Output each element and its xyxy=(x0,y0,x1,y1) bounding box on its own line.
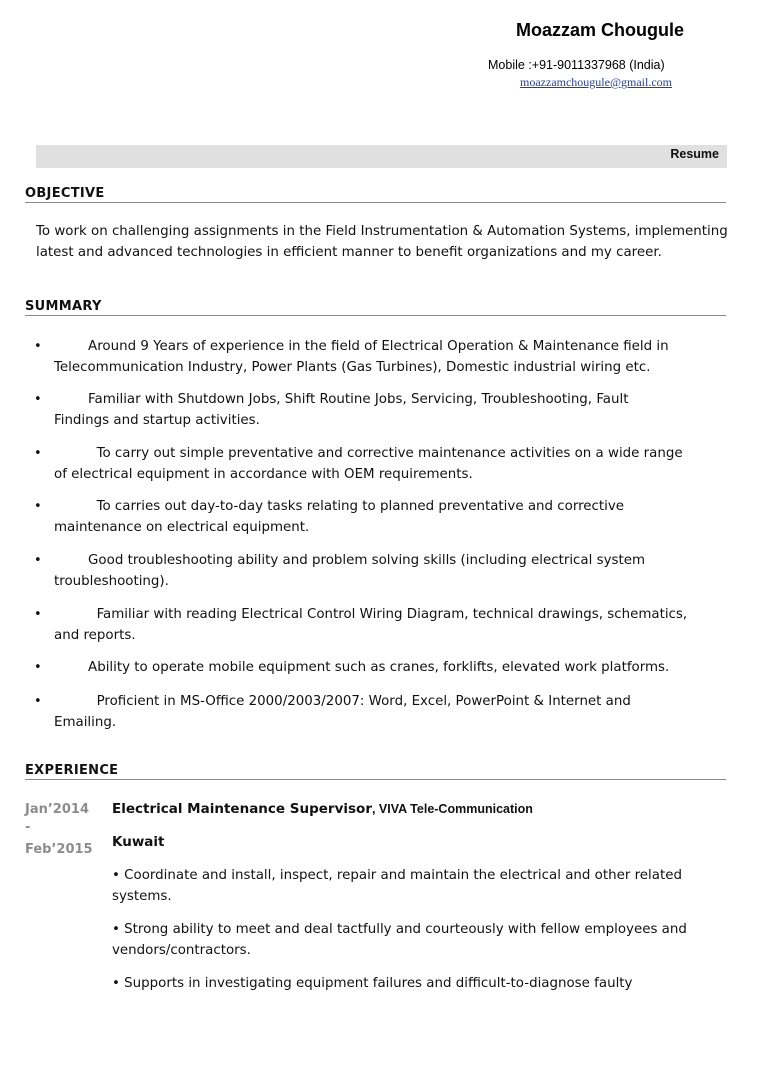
bullet-dot: • xyxy=(34,694,42,709)
summary-item-line2: and reports. xyxy=(54,628,136,643)
summary-item-line1: Familiar with Shutdown Jobs, Shift Routine Jobs, Servicing, Troubleshooting, Fault xyxy=(54,392,629,407)
job-title xyxy=(112,801,533,817)
summary-item xyxy=(34,604,724,646)
job-duty-line2: systems. xyxy=(112,889,172,904)
summary-item-line2: Telecommunication Industry, Power Plants (Gas Turbines), Domestic industrial wiring etc. xyxy=(54,360,651,375)
job-date-from: Jan’2014 xyxy=(25,802,89,817)
summary-item-line1: Familiar with reading Electrical Control Wiring Diagram, technical drawings, schematics, xyxy=(54,607,688,622)
job-duty-line1: Coordinate and install, inspect, repair and maintain the electrical and other related xyxy=(124,868,682,883)
objective-heading: OBJECTIVE xyxy=(25,186,726,203)
bullet-dot: • xyxy=(112,922,120,937)
summary-item xyxy=(34,443,724,485)
job-duty xyxy=(112,919,732,961)
objective-text: To work on challenging assignments in the Field Instrumentation & Automation Systems, implementing latest and advanced technologies in efficient manner to benefit organizations and my career. xyxy=(36,224,728,260)
job-date-separator: - xyxy=(25,820,31,835)
bullet-dot: • xyxy=(34,499,42,514)
summary-item xyxy=(34,550,724,592)
bullet-dot: • xyxy=(34,392,42,407)
job-role: Electrical Maintenance Supervisor xyxy=(112,801,372,817)
summary-item xyxy=(34,389,724,431)
job-company: , VIVA Tele-Communication xyxy=(371,802,533,816)
summary-item-line1: Proficient in MS-Office 2000/2003/2007: Word, Excel, PowerPoint & Internet and xyxy=(54,694,631,709)
summary-item xyxy=(34,496,724,538)
bullet-dot: • xyxy=(34,607,42,622)
bullet-dot: • xyxy=(112,868,120,883)
bullet-dot: • xyxy=(34,339,42,354)
resume-label: Resume xyxy=(670,147,719,161)
candidate-name: Moazzam Chougule xyxy=(516,20,685,40)
job-duty xyxy=(112,973,732,994)
bullet-dot: • xyxy=(34,553,42,568)
bullet-dot: • xyxy=(34,660,42,675)
job-duty xyxy=(112,865,732,907)
summary-item-line2: of electrical equipment in accordance with OEM requirements. xyxy=(54,467,473,482)
job-location: Kuwait xyxy=(112,834,165,850)
job-duty-line2: vendors/contractors. xyxy=(112,943,251,958)
summary-item-line1: Around 9 Years of experience in the field of Electrical Operation & Maintenance field in xyxy=(54,339,669,354)
job-date-to: Feb’2015 xyxy=(25,842,93,857)
summary-item-line2: Findings and startup activities. xyxy=(54,413,260,428)
summary-item xyxy=(34,336,724,378)
bullet-dot: • xyxy=(34,446,42,461)
experience-heading: EXPERIENCE xyxy=(25,763,726,780)
summary-heading: SUMMARY xyxy=(25,299,726,316)
summary-item-line1: Good troubleshooting ability and problem solving skills (including electrical system xyxy=(54,553,645,568)
summary-item-line1: Ability to operate mobile equipment such as cranes, forklifts, elevated work platforms. xyxy=(54,660,670,675)
job-duty-line1: Strong ability to meet and deal tactfully and courteously with fellow employees and xyxy=(124,922,687,937)
bullet-dot: • xyxy=(112,976,120,991)
summary-item-line1: To carry out simple preventative and corrective maintenance activities on a wide range xyxy=(54,446,683,461)
summary-item xyxy=(34,657,724,678)
summary-item-line2: maintenance on electrical equipment. xyxy=(54,520,310,535)
summary-item xyxy=(34,691,724,733)
email-link[interactable]: moazzamchougule@gmail.com xyxy=(520,75,672,89)
summary-item-line2: troubleshooting). xyxy=(54,574,169,589)
resume-banner xyxy=(36,145,727,168)
summary-item-line1: To carries out day-to-day tasks relating to planned preventative and corrective xyxy=(54,499,625,514)
mobile-number: Mobile :+91-9011337968 (India) xyxy=(488,58,665,72)
summary-item-line2: Emailing. xyxy=(54,715,117,730)
job-duty-line1: Supports in investigating equipment failures and difficult-to-diagnose faulty xyxy=(124,976,633,991)
